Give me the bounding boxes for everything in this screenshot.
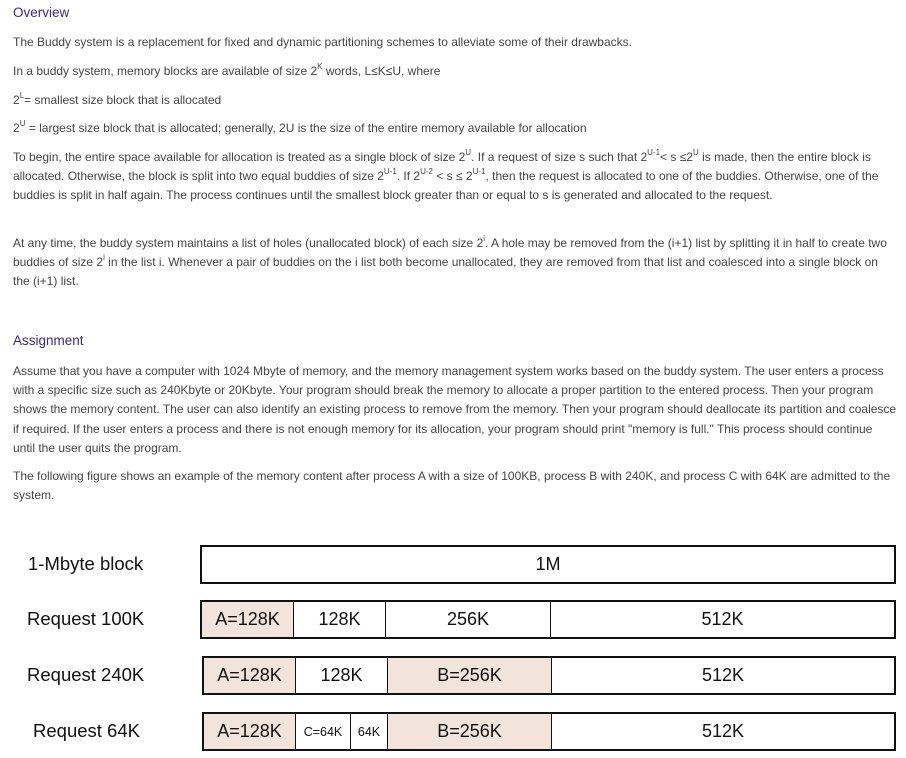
- memory-block: B=256K: [388, 714, 552, 749]
- overview-intro: The Buddy system is a replacement for fixed and dynamic partitioning schemes to alleviate some of their drawbacks.: [13, 35, 632, 49]
- memory-row: [0, 712, 906, 752]
- overview-heading: Overview: [13, 5, 70, 20]
- memory-block: 64K: [351, 714, 388, 749]
- row-label: Request 100K: [27, 608, 145, 629]
- row-label: Request 240K: [27, 664, 145, 685]
- assignment-heading: Assignment: [13, 333, 84, 348]
- overview-line-smallest: $2^L=$ smallest size block that is allocated: [13, 91, 222, 107]
- memory-bar: [200, 600, 896, 639]
- memory-block: 512K: [701, 609, 744, 629]
- memory-block: A=128K: [202, 602, 294, 637]
- memory-block: 1M: [535, 554, 561, 574]
- row-label: 1-Mbyte block: [28, 553, 144, 574]
- assignment-para-1: Assume that you have a computer with 1024 Mbyte of memory, and the memory management system works based on the buddy system. The user enters a process with a specific size such as 240Kbyte or 20Kbyte. Your program should break the memory to allocate a proper partition to the entered process. Then your program shows the memory content. The user can also identify an existing process to remove from the memory. Then your program should deallocate its partition and coalesce if required. If the user enters a process and there is not enough memory for its allocation, your program should print "memory is full." This process should continue until the user quits the program.: [13, 364, 897, 455]
- assignment-para-2: The following figure shows an example of the memory content after process A with a size of 100KB, process B with 240K, and process C with 64K are admitted to the system.: [13, 469, 891, 503]
- memory-block: A=128K: [204, 658, 296, 693]
- memory-row: [0, 656, 906, 696]
- memory-block: 128K: [294, 602, 386, 637]
- overview-line-sizes: In a buddy system, memory blocks are available of size $2^K$ words, L≤K≤U, where: [13, 62, 441, 78]
- row-label: Request 64K: [33, 720, 140, 741]
- memory-block: C=64K: [296, 714, 351, 749]
- overview-line-largest: $2^U$ = largest size block that is allocated; generally, 2U is the size of the entire memory available for allocation: [13, 119, 587, 135]
- memory-block: B=256K: [388, 658, 552, 693]
- memory-bar: [200, 545, 896, 584]
- overview-para-holes: At any time, the buddy system maintains a list of holes (unallocated block) of each size 2$^i$. A hole may be removed from the (i+1) list by splitting it in half to create two buddies of size 2$^i$ in the list i. Whenever a pair of buddies on the i list both become unallocated, they are removed from that list and coalesced into a single block on the (i+1) list.: [13, 234, 887, 289]
- memory-block: 512K: [701, 665, 745, 685]
- memory-row: [0, 600, 906, 640]
- memory-bar: [202, 656, 896, 695]
- memory-bar: [202, 712, 896, 751]
- overview-para-begin: To begin, the entire space available for allocation is treated as a single block of size $2^U$. If a request of size s such that $2^{U-1}< s \le 2^U$ is made, then the entire block is allocated. Otherwise, the block is split into two equal buddies of size $2^{U-1}$. If $2^{U-2} < s \le 2^{U-1}$, then the request is allocated to one of the buddies. Otherwise, one of the buddies is split in half again. The process continues until the smallest block greater than or equal to s is generated and allocated to the request.: [13, 148, 879, 203]
- memory-block: A=128K: [204, 714, 296, 749]
- memory-row: [0, 545, 906, 585]
- memory-block: 128K: [296, 658, 388, 693]
- memory-block: 256K: [386, 602, 551, 637]
- memory-block: 512K: [701, 721, 745, 741]
